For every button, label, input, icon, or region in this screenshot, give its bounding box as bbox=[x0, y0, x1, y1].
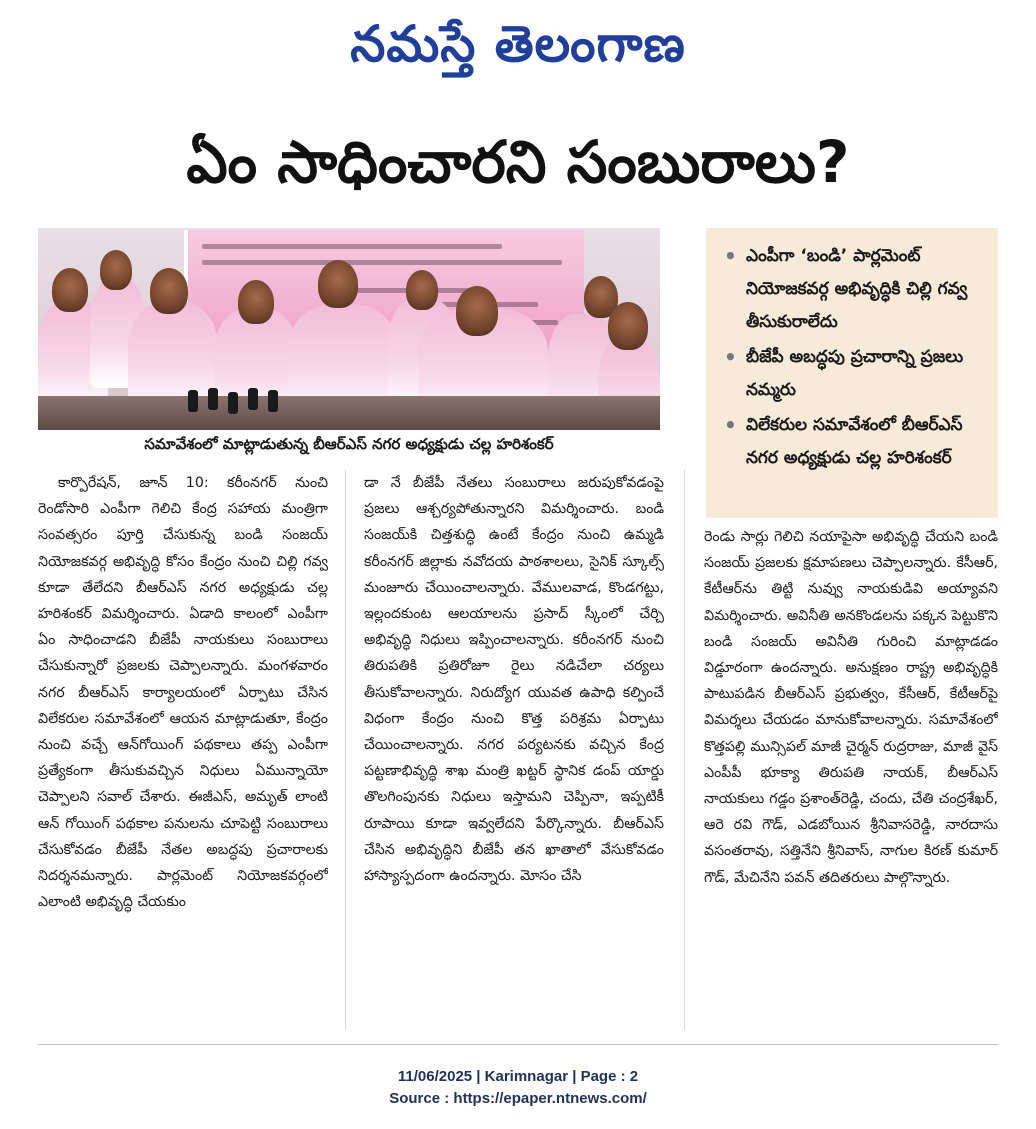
footer-date-edition: 11/06/2025 | Karimnagar | Page : 2 bbox=[397, 1068, 639, 1085]
headline: ఏం సాధించారని సంబురాలు? bbox=[186, 128, 850, 196]
highlight-item: • ఎంపీగా ‘బండి’ పార్లమెంట్ నియోజకవర్గ అభివృద్ధికి చిల్లి గవ్వ తీసుకురాలేదు bbox=[722, 240, 986, 339]
photo-caption: సమావేశంలో మాట్లాడుతున్న బీఆర్ఎస్ నగర అధ్యక్షుడు చల్ల హరిశంకర్ bbox=[144, 435, 554, 453]
article-column-1: కార్పొరేషన్, జూన్ 10: కరీంనగర్ నుంచి రెండోసారి ఎంపీగా గెలిచి కేంద్ర సహాయ మంత్రిగా సంవత్సరం పూర్తి చేసుకున్న బండి సంజయ్ నియోజకవర్గ అభివృద్ధి కోసం కేంద్రం నుంచి చిల్లి గవ్వ కూడా తేలేదని బీఆర్ఎస్ నగర అధ్యక్షుడు చల్ల హరిశంకర్ విమర్శించారు. ఏడాది కాలంలో ఎంపీగా ఏం సాధించాడని బీజేపీ నాయకులు సంబురాలు చేసుకున్నారో ప్రజలకు చెప్పాలన్నారు. మంగళవారం నగర బీఆర్ఎస్ కార్యాలయంలో ఏర్పాటు చేసిన విలేకరుల సమావేశంలో ఆయన మాట్లాడుతూ, కేంద్రం నుంచి వచ్చే ఆన్‌గోయింగ్ పథకాలు తప్ప ఎంపీగా ప్రత్యేకంగా తీసుకువచ్చిన నిధులు ఏమున్నాయో చెప్పాలని సవాల్ చేశారు. ఈజీఎస్, అమృత్ లాంటి ఆన్ గోయింగ్ పథకాల పనులను చూపెట్టి సంబురాలు చేసుకోవడం బీజేపీ నేతల అబద్ధపు ప్రచారాలకు నిదర్శనమన్నారు. పార్లమెంట్ నియోజకవర్గంలో ఎలాంటి అభివృద్ధి చేయకుం bbox=[38, 475, 328, 911]
footer-divider bbox=[38, 1044, 998, 1045]
press-table bbox=[38, 396, 660, 430]
news-photo bbox=[38, 228, 660, 430]
masthead-logo: నమస్తే తెలంగాణ bbox=[350, 14, 686, 73]
footer-source-link[interactable]: Source : https://epaper.ntnews.com/ bbox=[389, 1090, 647, 1107]
highlight-item: • విలేకరుల సమావేశంలో బీఆర్ఎస్ నగర అధ్యక్షుడు చల్ల హరిశంకర్ bbox=[722, 409, 986, 475]
article-column-2: డా నే బీజేపీ నేతలు సంబురాలు జరుపుకోవడంపై ప్రజలు ఆశ్చర్యపోతున్నారని విమర్శించారు. బండి సంజయ్‌కి చిత్తశుద్ధి ఉంటే కేంద్రం నుంచి ఉమ్మడి కరీంనగర్ జిల్లాకు నవోదయ పాఠశాలలు, సైనిక్ స్కూల్స్ మంజూరు చేయించాలన్నారు. వేములవాడ, కొండగట్టు, ఇల్లందకుంట ఆలయాలను ప్రసాద్ స్కీంలో చేర్చి అభివృద్ధి నిధులు ఇప్పించాలన్నారు. కరీంనగర్ నుంచి తిరుపతికి ప్రతిరోజూ రైలు నడిచేలా చర్యలు తీసుకోవాలన్నారు. నిరుద్యోగ యువత ఉపాధి కల్పించే విధంగా కేంద్రం నుంచి కొత్త పరిశ్రమ ఏర్పాటు చేయించాలన్నారు. నగర పర్యటనకు వచ్చిన కేంద్ర పట్టణాభివృద్ధి శాఖ మంత్రి ఖట్టర్ స్థానిక డంప్ యార్డు తొలగింపునకు నిధులు ఇస్తామని చెప్పినా, ఇప్పటికీ రూపాయి కూడా ఇవ్వలేదని పేర్కొన్నారు. బీఆర్ఎస్ చేసిన అభివృద్ధిని బీజేపీ తన ఖాతాలో వేసుకోవడం హాస్యాస్పదంగా ఉందన్నారు. మోసం చేసి bbox=[364, 475, 664, 885]
article-column-3: రెండు సార్లు గెలిచి నయాపైసా అభివృద్ధి చేయని బండి సంజయ్ ప్రజలకు క్షమాపణలు చెప్పాలన్నారు. కేసీఆర్, కేటీఆర్‌ను తిట్టి నువ్వు నాయకుడివి అయ్యావని విమర్శించారు. అవినీతి అనకొండలను పక్కన పెట్టుకొని బండి సంజయ్ అవినీతి గురించి మాట్లాడడం విడ్డూరంగా ఉందన్నారు. అనుక్షణం రాష్ట్ర అభివృద్ధికి పాటుపడిన బీఆర్ఎస్ ప్రభుత్వం, కేసీఆర్, కేటీఆర్‌పై విమర్శలు చేయడం మానుకోవాలన్నారు. సమావేశంలో కొత్తపల్లి మున్సిపల్ మాజీ చైర్మన్ రుద్రరాజు, మాజీ వైస్ ఎంపీపీ భూక్యా తిరుపతి నాయక్, బీఆర్ఎస్ నాయకులు గడ్డం ప్రశాంత్‌రెడ్డి, చందు, చేతి చంద్రశేఖర్, ఆరె రవి గౌడ్, ఎడబోయిన శ్రీనివాసరెడ్డి, నారదాసు వసంతరావు, సత్తినేని శ్రీనివాస్, నాగుల కిరణ్ కుమార్ గౌడ్, మేచినేని పవన్ తదితరులు పాల్గొన్నారు. bbox=[704, 529, 998, 886]
highlights-box bbox=[706, 228, 998, 518]
highlight-item: • బీజేపీ అబద్ధపు ప్రచారాన్ని ప్రజలు నమ్మరు bbox=[722, 341, 986, 407]
